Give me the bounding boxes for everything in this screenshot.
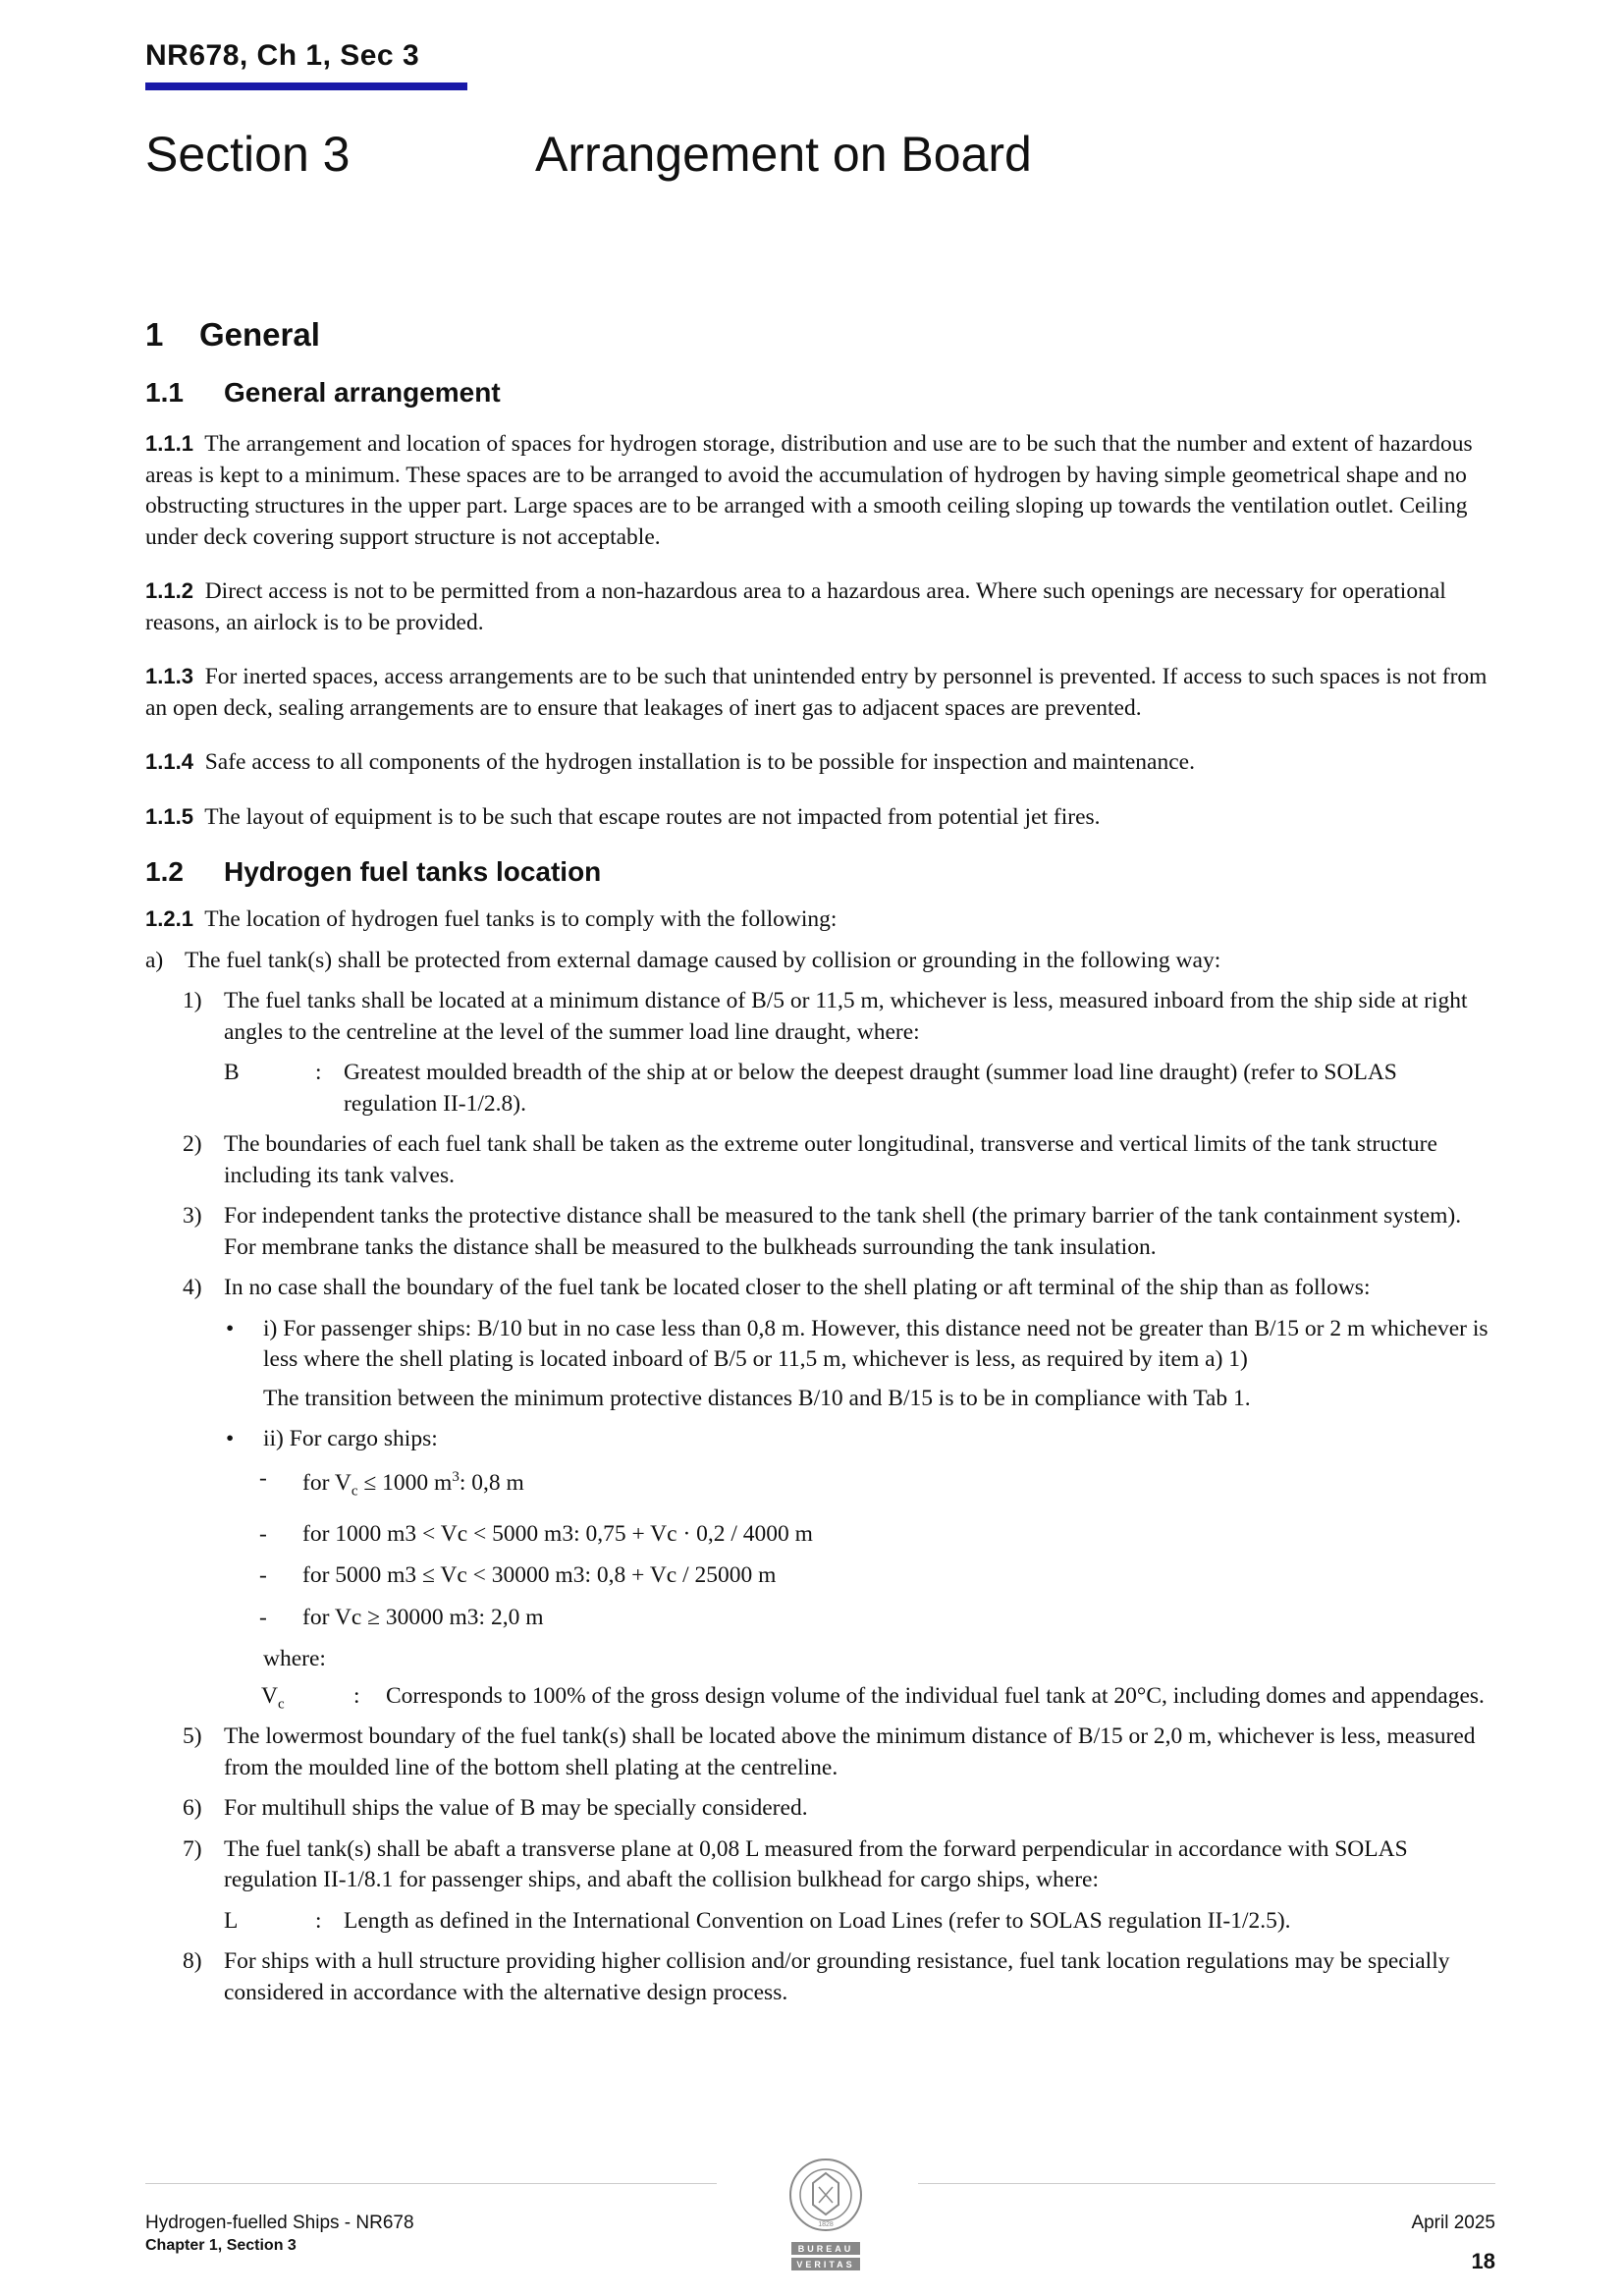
logo-word-veritas: VERITAS <box>796 2260 855 2269</box>
section-title: Arrangement on Board <box>535 127 1032 182</box>
list-item-a: a) The fuel tank(s) shall be protected from external damage caused by collision or grounding in the following way: <box>145 947 1221 973</box>
list-item-3: 3) For independent tanks the protective distance shall be measured to the tank shell (the primary barrier of the tank containment system). For membrane tanks the distance shall be measured to the bulkheads surrounding the tank insulation. <box>183 1203 1462 1260</box>
list-item-4: 4) In no case shall the boundary of the fuel tank be located closer to the shell plating or aft terminal of the ship than as follows: <box>183 1275 1371 1300</box>
list-item-2: 2) The boundaries of each fuel tank shall be taken as the extreme outer longitudinal, transverse and vertical limits of the tank structure including its tank valves. <box>183 1131 1437 1188</box>
header-rule <box>145 82 467 90</box>
list-item-8: 8) For ships with a hull structure providing higher collision and/or grounding resistance, fuel tank location regulations may be specially considered in accordance with the alternative design process. <box>183 1948 1450 2005</box>
where-label: where: <box>263 1646 326 1672</box>
definition-Vc: $V_c$ : Corresponds to 100% of the gross design volume of the individual fuel tank at 20°C, including domes and appendages. <box>261 1682 1485 1713</box>
bullet-continuation: The transition between the minimum protective distances B/10 and B/15 is to be in compliance with Tab 1. <box>263 1385 1251 1411</box>
paragraph-1-1-3: 1.1.3 For inerted spaces, access arrangements are to be such that unintended entry by personnel is prevented. If access to such spaces is not from an open deck, sealing arrangements are to ensure that leakages of inert gas to adjacent spaces are prevented. <box>145 664 1488 721</box>
heading-1: 1 General <box>145 316 320 353</box>
footer-chapter: Chapter 1, Section 3 <box>145 2237 297 2254</box>
bullet-cargo-ships: • ii) For cargo ships: <box>226 1426 438 1451</box>
paragraph-1-1-1: 1.1.1 The arrangement and location of spaces for hydrogen storage, distribution and use are to be such that the number and extent of hazardous areas is kept to a minimum. These spaces are to be arranged to avoid the accumulation of hydrogen by having simple geometrical shape and no obstructing structures in the upper part. Large spaces are to be arranged with a smooth ceiling sloping up towards the ventilation outlet. Ceiling under deck covering support structure is not acceptable. <box>145 431 1473 550</box>
paragraph-1-1-5: 1.1.5 The layout of equipment is to be such that escape routes are not impacted from potential jet fires. <box>145 803 1101 830</box>
bureau-veritas-logo <box>782 2156 870 2281</box>
section-body <box>145 316 1495 2018</box>
dash-item-2: - for 1000 m3 < Vc < 5000 m3: 0,75 + Vc · 0,2 / 4000 m <box>259 1520 813 1547</box>
footer-doc-title: Hydrogen-fuelled Ships - NR678 <box>145 2213 414 2233</box>
dash-item-3: - for 5000 m3 ≤ Vc < 30000 m3: 0,8 + Vc / 25000 m <box>259 1562 777 1589</box>
definition-L: L : Length as defined in the International Convention on Load Lines (refer to SOLAS regulation II-1/2.5). <box>224 1907 1291 1934</box>
paragraph-1-1-4: 1.1.4 Safe access to all components of the hydrogen installation is to be possible for inspection and maintenance. <box>145 749 1195 775</box>
footer-rule-left <box>145 2183 717 2184</box>
heading-1-2: 1.2 Hydrogen fuel tanks location <box>145 856 602 887</box>
logo-year: 1828 <box>818 2221 834 2228</box>
list-item-7: 7) The fuel tank(s) shall be abaft a transverse plane at 0,08 L measured from the forward perpendicular in accordance with SOLAS regulation II-1/8.1 for passenger ships, and abaft the collision bulkhead for cargo ships, where: <box>183 1835 1408 1893</box>
dash-item-4: - for Vc ≥ 30000 m3: 2,0 m <box>259 1604 544 1630</box>
list-item-5: 5) The lowermost boundary of the fuel tank(s) shall be located above the minimum distance of B/15 or 2,0 m, whichever is less, measured from the moulded line of the bottom shell plating at the centreline. <box>183 1723 1476 1780</box>
dash-item-1: - for $V_c \le 1000$ $m^3$: 0,8 m <box>259 1464 524 1501</box>
paragraph-1-1-2: 1.1.2 Direct access is not to be permitted from a non-hazardous area to a hazardous area. Where such openings are necessary for operational reasons, an airlock is to be provided. <box>145 578 1446 635</box>
paragraph-1-2-1: 1.2.1 The location of hydrogen fuel tanks is to comply with the following: <box>145 906 838 932</box>
page-number: 18 <box>1471 2249 1495 2273</box>
logo-word-bureau: BUREAU <box>797 2244 854 2254</box>
definition-B: B : Greatest moulded breadth of the ship at or below the deepest draught (summer load line draught) (refer to SOLAS regulation II-1/2.8). <box>224 1060 1397 1117</box>
list-item-6: 6) For multihull ships the value of B may be specially considered. <box>183 1795 808 1822</box>
footer-rule-right <box>918 2183 1495 2184</box>
running-header: NR678, Ch 1, Sec 3 <box>145 39 420 72</box>
heading-1-1: 1.1 General arrangement <box>145 377 501 408</box>
list-item-1: 1) The fuel tanks shall be located at a minimum distance of B/5 or 11,5 m, whichever is less, measured inboard from the ship side at right angles to the centreline at the level of the summer load line draught, where: <box>183 988 1468 1045</box>
bullet-passenger-ships: • i) For passenger ships: B/10 but in no case less than 0,8 m. However, this distance need not be greater than B/15 or 2 m whichever is less where the shell plating is located inboard of B/5 or 11,5 m, whichever is less, as required by item a) 1) <box>226 1315 1488 1372</box>
section-number: Section 3 <box>145 127 351 182</box>
footer-date: April 2025 <box>1411 2213 1495 2233</box>
